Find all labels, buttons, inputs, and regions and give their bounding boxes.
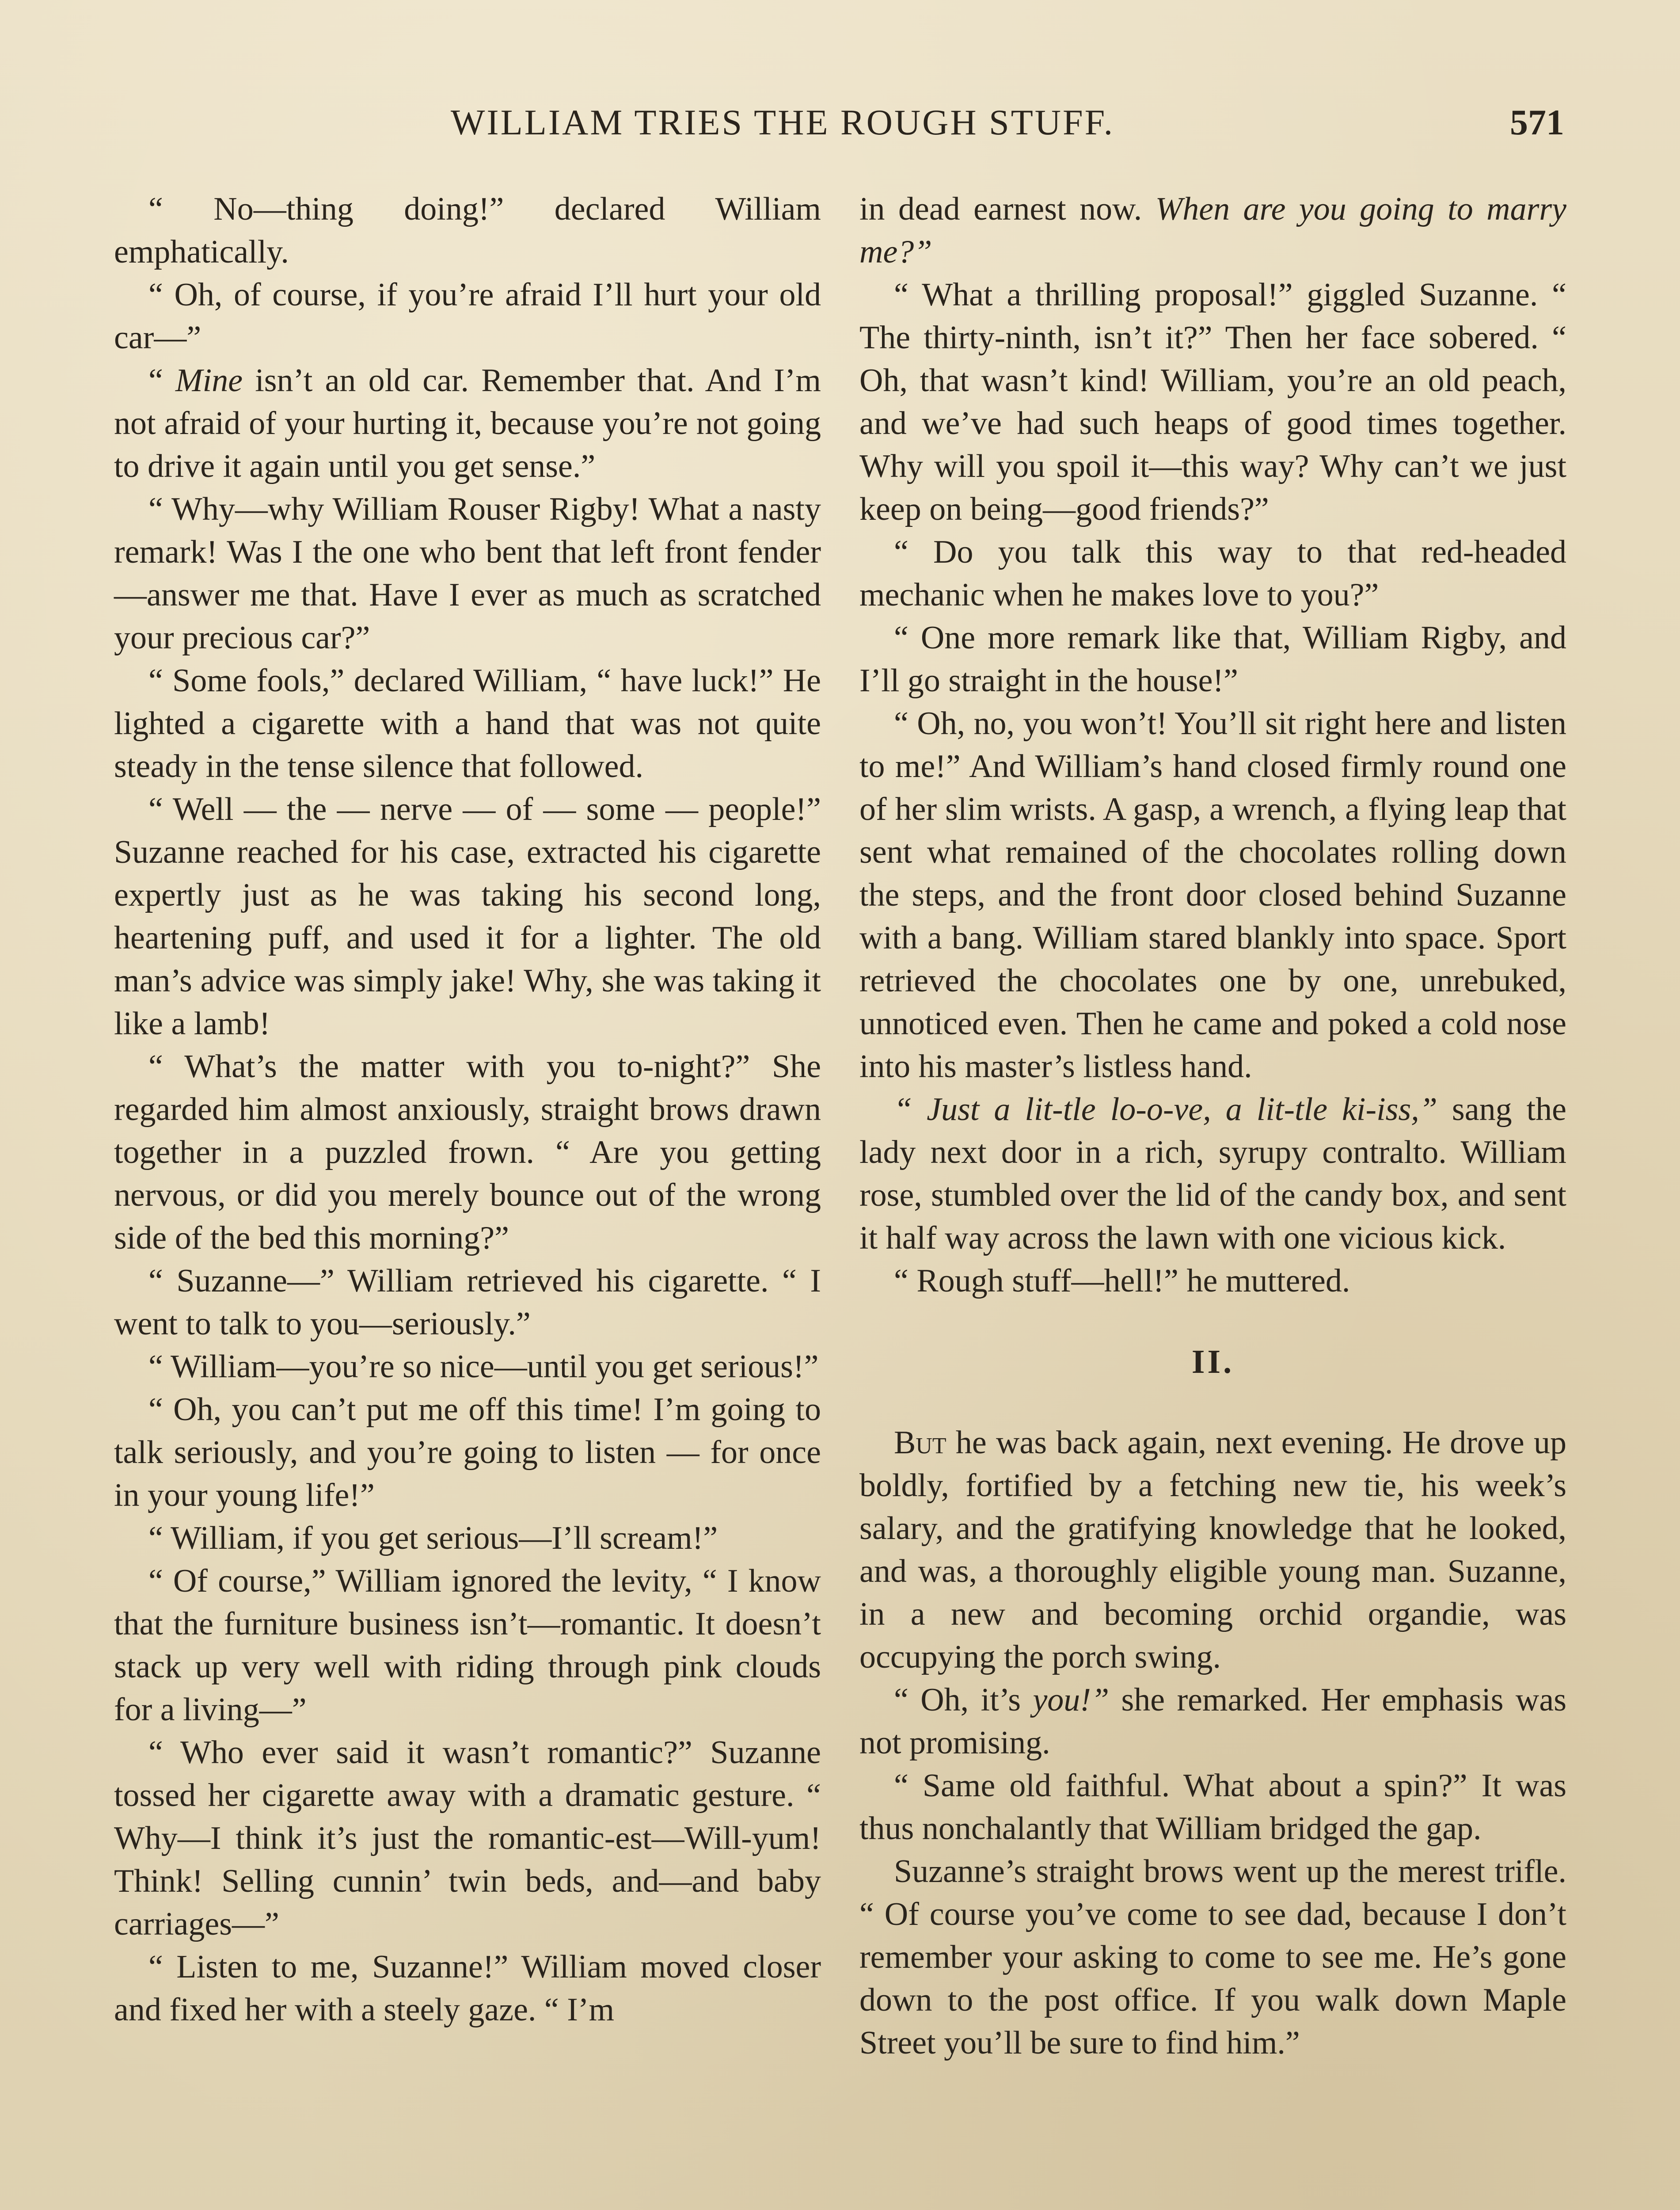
left-column bbox=[114, 188, 821, 2031]
paragraph: “ Do you talk this way to that red-headed mechanic when he makes love to you?” bbox=[859, 534, 1566, 613]
paragraph: “ Some fools,” declared William, “ have luck!” He lighted a cigarette with a hand that was not quite steady in the tense silence that followed. bbox=[114, 663, 821, 785]
paragraph: “ What’s the matter with you to-night?” She regarded him almost anxiously, straight brows drawn together in a puzzled frown. “ Are you getting nervous, or did you merely bounce out of the wrong side of the bed this morning?” bbox=[114, 1048, 821, 1256]
paragraph: “ Of course,” William ignored the levity, “ I know that the furniture business isn’t—romantic. It doesn’t stack up very well with riding through pink clouds for a living—” bbox=[114, 1563, 821, 1728]
paragraph: “ Well — the — nerve — of — some — people!” Suzanne reached for his case, extracted his cigarette expertly just as he was taking his second long, heartening puff, and used it for a lighter. The old man’s advice was simply jake! Why, she was taking it like a lamb! bbox=[114, 791, 821, 1042]
paragraph: But he was back again, next evening. He drove up boldly, fortified by a fetching new tie, his week’s salary, and the gratifying knowledge that he looked, and was, a thoroughly eligible young man. Suzanne, in a new and becoming orchid organdie, was occupying the porch swing. bbox=[859, 1425, 1566, 1675]
paragraph: “ Listen to me, Suzanne!” William moved closer and fixed her with a steely gaze. “ I’m bbox=[114, 1949, 821, 2028]
paragraph: “ One more remark like that, William Rigby, and I’ll go straight in the house!” bbox=[859, 620, 1566, 699]
paragraph: Suzanne’s straight brows went up the merest trifle. “ Of course you’ve come to see dad, because I don’t remember your asking to come to see me. He’s gone down to the post office. If you walk down Maple Street you’ll be sure to find him.” bbox=[859, 1853, 1566, 2061]
paragraph: “ Oh, you can’t put me off this time! I’m going to talk seriously, and you’re going to listen — for once in your young life!” bbox=[114, 1391, 821, 1513]
paragraph: “ William—you’re so nice—until you get serious!” bbox=[148, 1349, 819, 1385]
paragraph: “ No—thing doing!” declared William emphatically. bbox=[114, 191, 821, 270]
paragraph: “ Why—why William Rouser Rigby! What a nasty remark! Was I the one who bent that left front fender—answer me that. Have I ever as much as scratched your precious car?” bbox=[114, 491, 821, 656]
paragraph: “ Just a lit-tle lo-o-ve, a lit-tle ki-iss,” sang the lady next door in a rich, syrupy contralto. William rose, stumbled over the lid of the candy box, and sent it half way across the lawn with one vicious kick. bbox=[859, 1091, 1566, 1256]
running-title: WILLIAM TRIES THE ROUGH STUFF. bbox=[451, 102, 1115, 142]
paragraph: “ Mine isn’t an old car. Remember that. And I’m not afraid of your hurting it, because you’re not going to drive it again until you get sense.” bbox=[114, 362, 821, 484]
paragraph: “ Rough stuff—hell!” he muttered. bbox=[894, 1263, 1350, 1299]
paragraph: “ William, if you get serious—I’ll scream!” bbox=[148, 1520, 718, 1556]
paragraph: in dead earnest now. When are you going to marry me?” bbox=[859, 191, 1567, 270]
paragraph: “ Same old faithful. What about a spin?” It was thus nonchalantly that William bridged the gap. bbox=[859, 1768, 1566, 1847]
paragraph: “ Oh, of course, if you’re afraid I’ll hurt your old car—” bbox=[114, 277, 821, 356]
section-heading: II. bbox=[1191, 1343, 1235, 1380]
right-column bbox=[859, 188, 1566, 2065]
paragraph: “ Who ever said it wasn’t romantic?” Suzanne tossed her cigarette away with a dramatic gesture. “ Why—I think it’s just the romantic-est—Will-yum! Think! Selling cunnin’ twin beds, and—and baby carriages—” bbox=[114, 1734, 821, 1942]
page-number: 571 bbox=[1510, 102, 1564, 142]
paragraph: “ Suzanne—” William retrieved his cigarette. “ I went to talk to you—seriously.” bbox=[114, 1263, 821, 1342]
page-header bbox=[115, 102, 1564, 150]
paragraph: “ What a thrilling proposal!” giggled Suzanne. “ The thirty-ninth, isn’t it?” Then her face sobered. “ Oh, that wasn’t kind! William, you’re an old peach, and we’ve had such heaps of good times together. Why will you spoil it—this way? Why can’t we just keep on being—good friends?” bbox=[859, 277, 1566, 527]
paragraph: “ Oh, no, you won’t! You’ll sit right here and listen to me!” And William’s hand closed firmly round one of her slim wrists. A gasp, a wrench, a flying leap that sent what remained of the chocolates rolling down the steps, and the front door closed behind Suzanne with a bang. William stared blankly into space. Sport retrieved the chocolates one by one, unrebuked, unnoticed even. Then he came and poked a cold nose into his master’s listless hand. bbox=[859, 705, 1566, 1085]
paragraph: “ Oh, it’s you!” she remarked. Her emphasis was not promising. bbox=[859, 1682, 1567, 1761]
